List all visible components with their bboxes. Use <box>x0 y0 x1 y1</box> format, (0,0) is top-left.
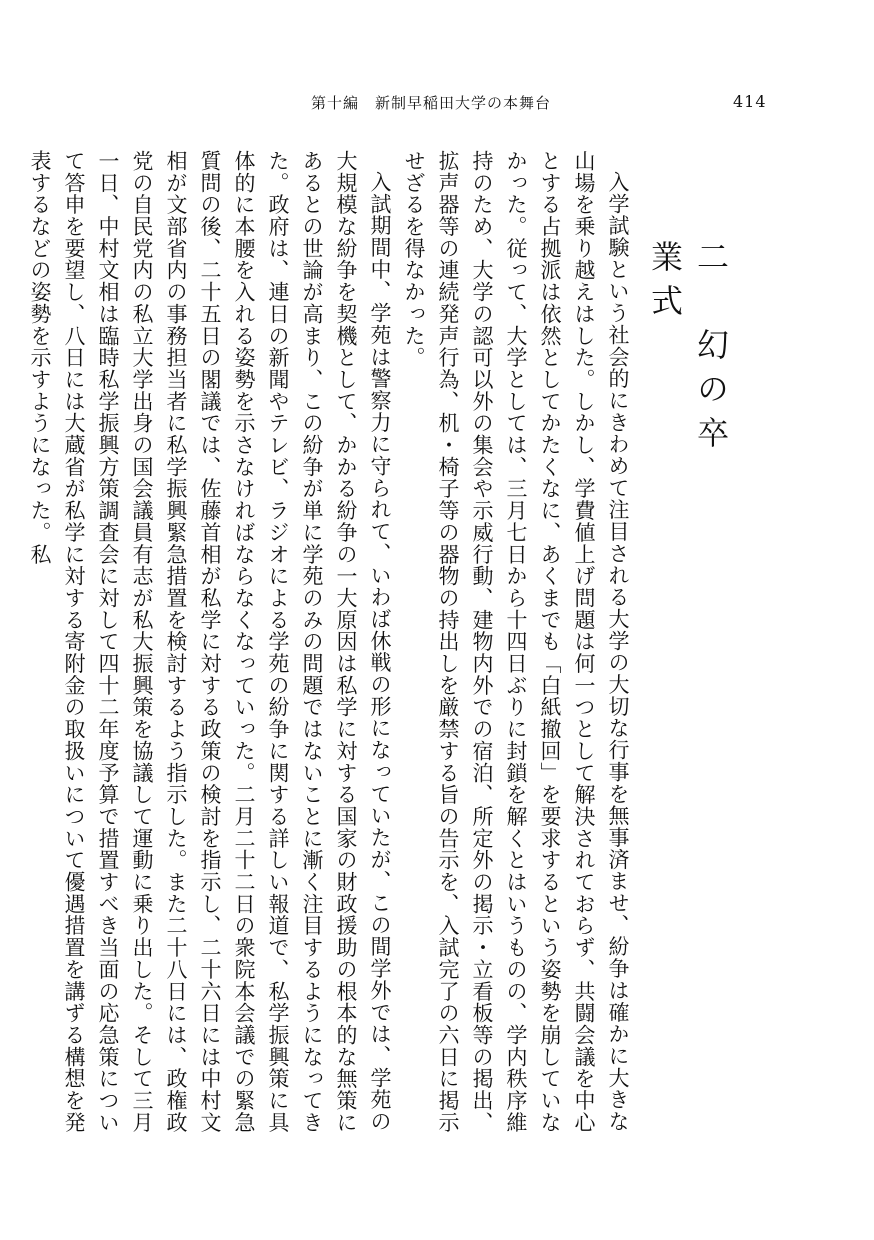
paragraph: 入試期間中、学苑は警察力に守られて、いわば休戦の形になっていたが、この間学外では、学苑の大規模な紛争を契機として、かかる紛争の一大原因は私学に対する国家の財政援助の根本的な無策にあるとの世論が高まり、この紛争が単に学苑のみの問題ではないことに漸く注目するようになってきた。政府は、連日の新聞やテレビ、ラジオによる学苑の紛争に関する詳しい報道で、私学振興策に具体的に本腰を入れる姿勢を示さなければならなくなっていった。二月二十二日の衆院本会議での緊急質問の後、二十五日の閣議では、佐藤首相が私学に対する政策の検討を指示し、二十六日には中村文相が文部省内の事務担当者に私学振興緊急措置を検討するよう指示した。また二十八日には、政権政党の自民党内の私立大学出身の国会議員有志が私大振興策を協議して運動に乗り出した。そして三月一日、中村文相は臨時私学振興方策調査会に対して四十二年度予算で措置すべき当面の応急策について答申を要望し、八日には大蔵省が私学に対する寄附金の取扱いについて優遇措置を講ずる構想を発表するなどの姿勢を示すようになった。私 <box>28 150 392 1134</box>
paragraph: 入学試験という社会的にきわめて注目される大学の大切な行事を無事済ませ、紛争は確かに大きな山場を乗り越えはした。しかし、学費値上げ問題は何一つとして解決されておらず、共闘会議を中心とする占拠派は依然としてかたくなに、あくまでも「白紙撤回」を要求するという姿勢を崩していなかった。従って、大学としては、三月七日から十四日ぶりに封鎖を解くとはいうものの、学内秩序維持のため、大学の認可以外の集会や示威行動、建物内外での宿泊、所定外の掲示・立看板等の掲出、拡声器等の連続発声行為、机・椅子等の器物の持出しを厳禁する旨の告示を、入試完了の六日に掲示せざるを得なかった。 <box>402 150 630 1134</box>
running-head-title: 第十編 新制早稲田大学の本舞台 <box>311 94 552 112</box>
running-head <box>0 92 874 114</box>
body-text <box>28 150 635 1136</box>
section-heading: 二 幻の卒業式 <box>646 240 730 460</box>
page-number: 414 <box>733 92 767 111</box>
